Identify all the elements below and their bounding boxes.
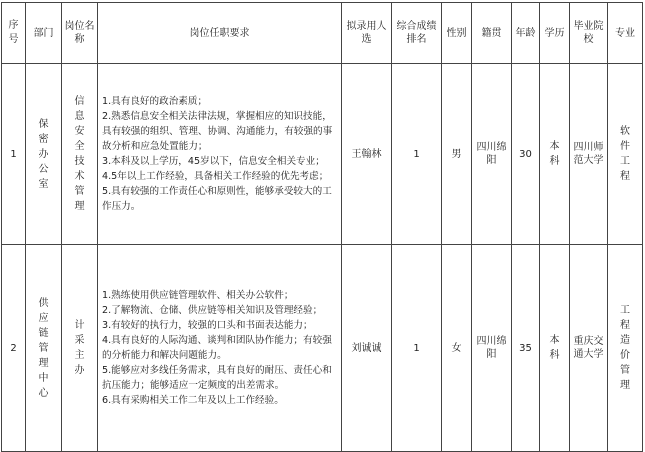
- requirement-item: 6.具有采购相关工作二年及以上工作经验。: [102, 395, 284, 406]
- header-seq: 序号: [2, 3, 26, 64]
- cell-position-text: 信息安全技术管理: [74, 96, 85, 212]
- requirement-item: 3.有较好的执行力，较强的口头和书面表达能力；: [102, 320, 313, 331]
- cell-rank: 1: [392, 245, 442, 452]
- header-gender: 性别: [442, 3, 472, 64]
- requirement-item: 5.具有较强的工作责任心和原则性，能够承受较大的工作压力。: [102, 186, 332, 212]
- cell-dept-text: 保密办公室: [38, 118, 49, 190]
- cell-origin: 四川绵阳: [472, 64, 512, 245]
- table-row: [2, 64, 643, 245]
- cell-dept: [26, 64, 62, 245]
- cell-rank: 1: [392, 64, 442, 245]
- cell-candidate: 王翰林: [342, 64, 392, 245]
- cell-position: [62, 64, 98, 245]
- cell-requirements: [98, 64, 342, 245]
- cell-seq: 1: [2, 64, 26, 245]
- header-origin: 籍贯: [472, 3, 512, 64]
- table-row: [2, 245, 643, 452]
- header-education: 学历: [540, 3, 570, 64]
- header-position: 岗位名称: [62, 3, 98, 64]
- cell-education-text: 本科: [549, 335, 560, 361]
- header-row: [2, 3, 643, 64]
- requirement-item: 4.5年以上工作经验，具备相关工作经验的优先考虑；: [102, 171, 329, 182]
- header-requirements: 岗位任职要求: [98, 3, 342, 64]
- cell-age: 30: [512, 64, 540, 245]
- header-school: 毕业院校: [570, 3, 608, 64]
- cell-education: [540, 245, 570, 452]
- cell-dept: [26, 245, 62, 452]
- header-dept: 部门: [26, 3, 62, 64]
- cell-position: [62, 245, 98, 452]
- requirement-item: 3.本科及以上学历，45岁以下，信息安全相关专业；: [102, 156, 325, 167]
- cell-age: 35: [512, 245, 540, 452]
- cell-gender: 男: [442, 64, 472, 245]
- cell-candidate: 刘诚诚: [342, 245, 392, 452]
- requirement-item: 5.能够应对多线任务需求，具有良好的耐压、责任心和抗压能力；能够适应一定频度的出差需求。: [102, 365, 332, 391]
- cell-requirements: [98, 245, 342, 452]
- cell-education: [540, 64, 570, 245]
- cell-major-text: 工程造价管理: [620, 305, 630, 391]
- requirement-item: 1.熟练使用供应链管理软件、相关办公软件；: [102, 290, 294, 301]
- header-rank: 综合成绩排名: [392, 3, 442, 64]
- header-major: 专业: [608, 3, 643, 64]
- requirement-item: 2.了解物流、仓储、供应链等相关知识及管理经验；: [102, 305, 323, 316]
- header-age: 年龄: [512, 3, 540, 64]
- cell-school: 四川师范大学: [570, 64, 608, 245]
- cell-school: 重庆交通大学: [570, 245, 608, 452]
- header-candidate: 拟录用人选: [342, 3, 392, 64]
- requirement-item: 2.熟悉信息安全相关法律法规，掌握相应的知识技能，具有较强的组织、管理、协调、沟通能力，有较强的事故分析和应急处置能力；: [102, 111, 333, 152]
- cell-major-text: 软件工程: [620, 126, 630, 182]
- cell-origin: 四川绵阳: [472, 245, 512, 452]
- cell-major: [608, 245, 643, 452]
- recruitment-table: [1, 2, 643, 452]
- cell-seq: 2: [2, 245, 26, 452]
- cell-education-text: 本科: [549, 141, 560, 167]
- requirement-item: 1.具有良好的政治素质；: [102, 96, 208, 107]
- cell-gender: 女: [442, 245, 472, 452]
- requirement-item: 4.具有良好的人际沟通、谈判和团队协作能力；有较强的分析能力和解决问题能力。: [102, 335, 332, 361]
- cell-dept-text: 供应链管理中心: [38, 297, 49, 399]
- cell-major: [608, 64, 643, 245]
- cell-position-text: 计采主办: [74, 320, 85, 376]
